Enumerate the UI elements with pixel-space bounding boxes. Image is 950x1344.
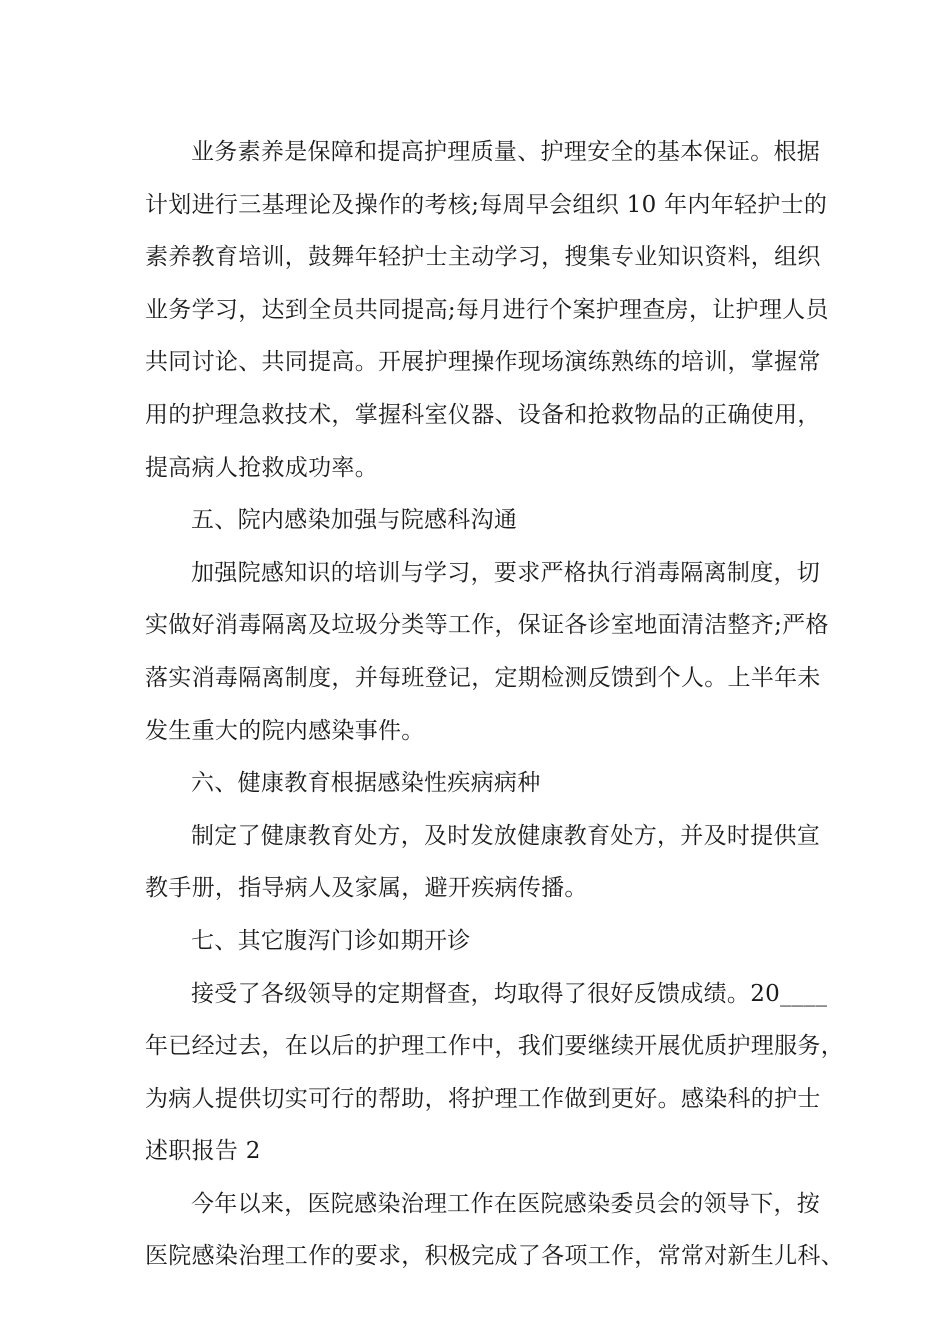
text-line: 今年以来，医院感染治理工作在医院感染委员会的领导下，按 xyxy=(191,1190,821,1217)
text-line: 接受了各级领导的定期督查，均取得了很好反馈成绩。20____ xyxy=(191,980,828,1007)
text-line: 为病人提供切实可行的帮助，将护理工作做到更好。感染科的护士 xyxy=(145,1085,821,1112)
document-body xyxy=(145,126,844,1283)
text-line: 实做好消毒隔离及垃圾分类等工作，保证各诊室地面清洁整齐;严格 xyxy=(145,612,829,639)
text-line: 述职报告 2 xyxy=(145,1138,261,1165)
section-heading: 五、院内感染加强与院感科沟通 xyxy=(191,507,518,534)
text-line: 素养教育培训，鼓舞年轻护士主动学习，搜集专业知识资料，组织 xyxy=(145,244,821,271)
text-line: 教手册，指导病人及家属，避开疾病传播。 xyxy=(145,875,588,902)
text-line: 计划进行三基理论及操作的考核;每周早会组织 10 年内年轻护士的 xyxy=(145,191,828,218)
section-heading: 六、健康教育根据感染性疾病病种 xyxy=(191,770,541,797)
text-line: 制定了健康教育处方，及时发放健康教育处方，并及时提供宣 xyxy=(191,822,821,849)
text-line: 提高病人抢救成功率。 xyxy=(145,454,378,481)
text-line: 落实消毒隔离制度，并每班登记，定期检测反馈到个人。上半年未 xyxy=(145,664,821,691)
text-line: 年已经过去，在以后的护理工作中，我们要继续开展优质护理服务， xyxy=(145,1033,844,1060)
section-heading: 七、其它腹泻门诊如期开诊 xyxy=(191,927,471,954)
text-line: 共同讨论、共同提高。开展护理操作现场演练熟练的培训，掌握常 xyxy=(145,349,821,376)
text-line: 业务素养是保障和提高护理质量、护理安全的基本保证。根据 xyxy=(191,139,821,165)
text-line: 业务学习，达到全员共同提高;每月进行个案护理查房，让护理人员 xyxy=(145,296,829,323)
text-line: 医院感染治理工作的要求，积极完成了各项工作，常常对新生儿科、 xyxy=(145,1243,844,1270)
text-line: 发生重大的院内感染事件。 xyxy=(145,717,425,744)
text-line: 用的护理急救技术，掌握科室仪器、设备和抢救物品的正确使用， xyxy=(145,401,821,428)
text-line: 加强院感知识的培训与学习，要求严格执行消毒隔离制度，切 xyxy=(191,559,821,586)
